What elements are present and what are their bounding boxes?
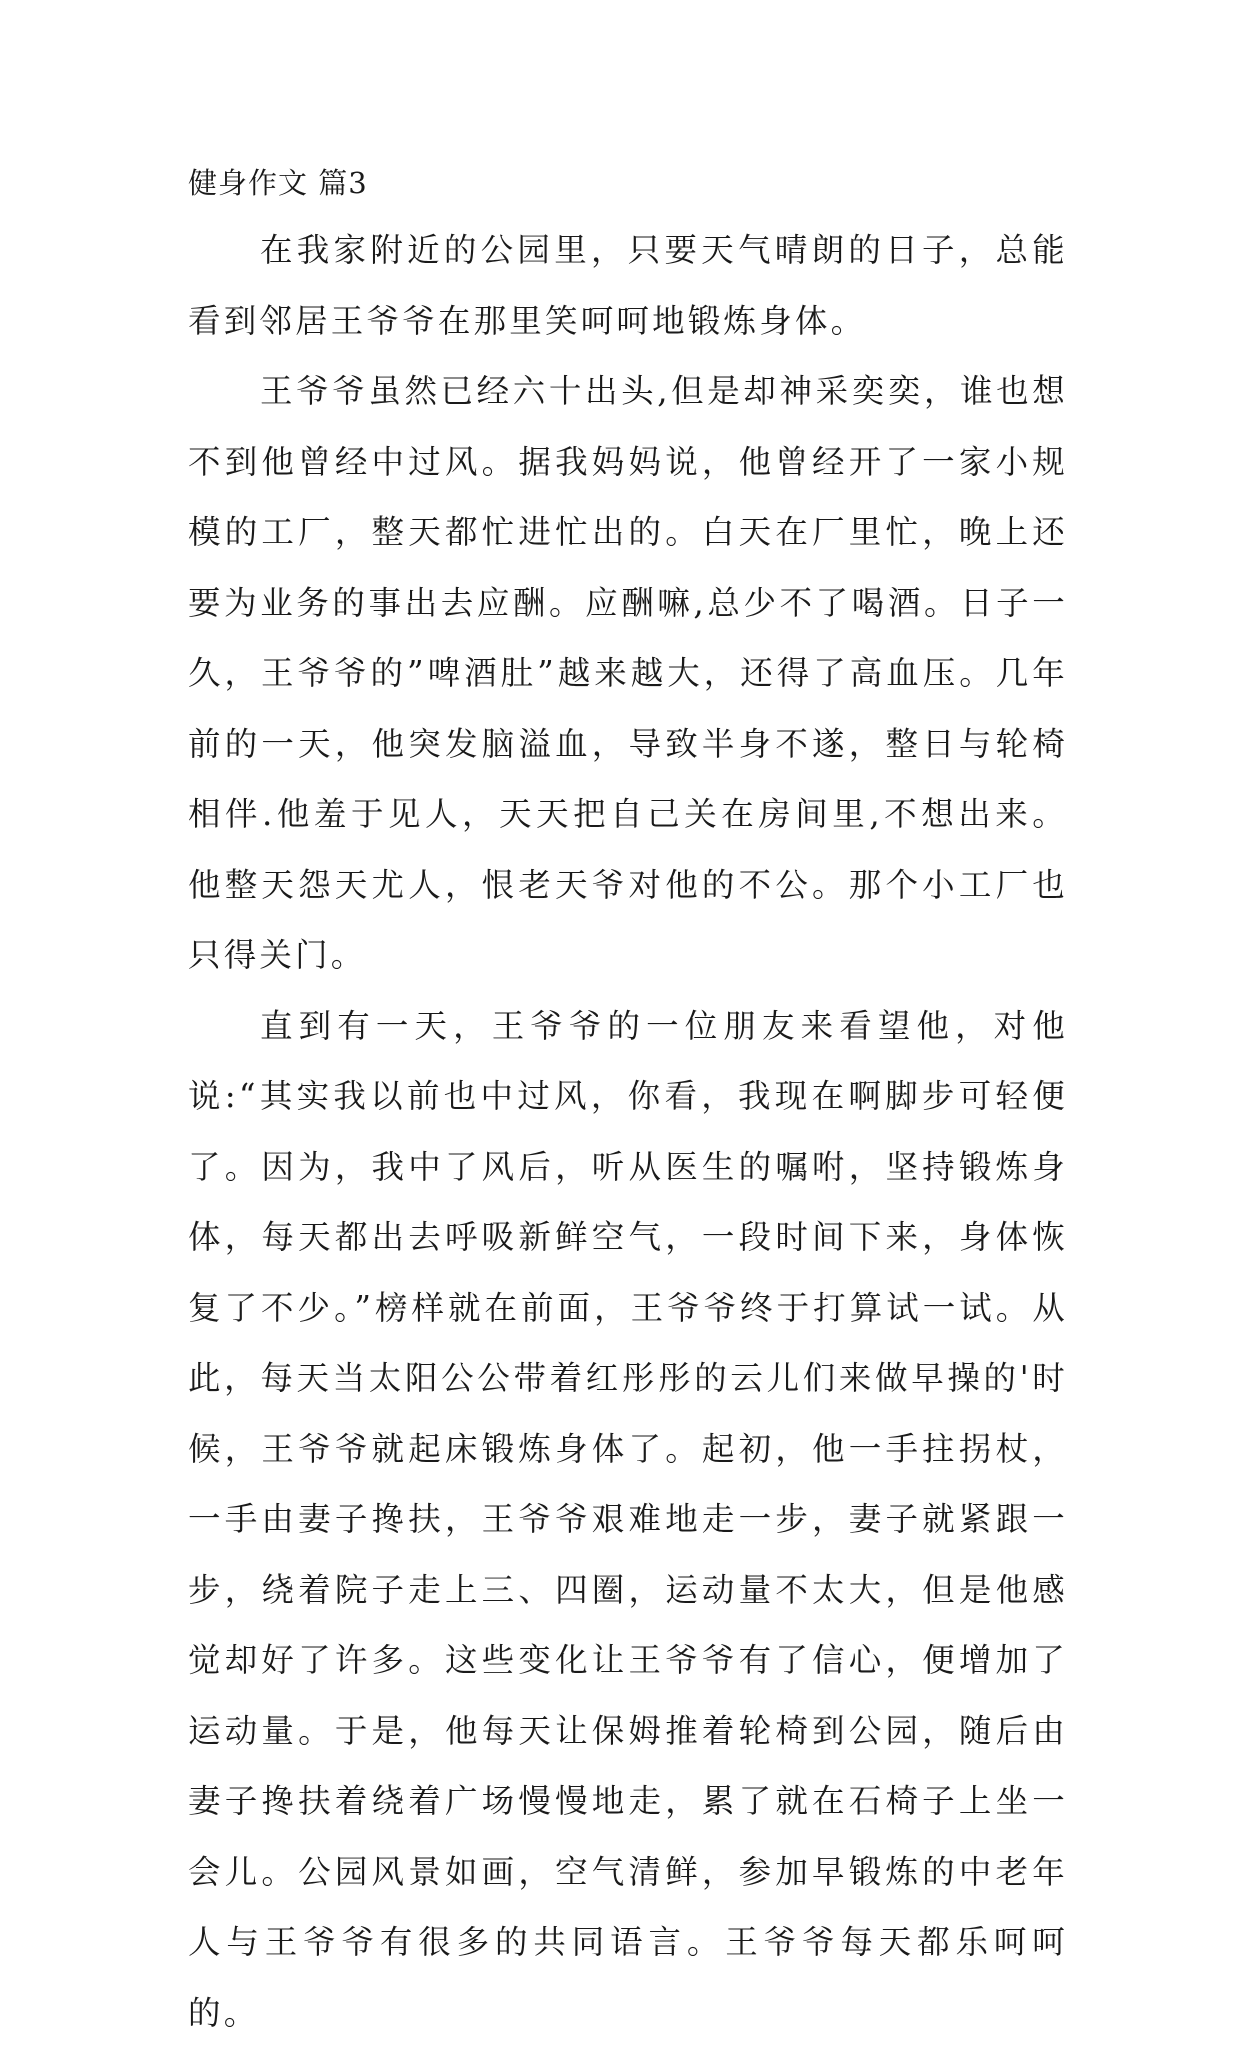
document-body (188, 165, 1068, 2048)
document-title: 健身作文 篇3 (188, 165, 1068, 202)
paragraph-3: 直到有一天，王爷爷的一位朋友来看望他，对他说:“其实我以前也中过风，你看，我现在啊脚步可轻便了。因为，我中了风后，听从医生的嘱咐，坚持锻炼身体，每天都出去呼吸新鲜空气，一段时间下来，身体恢复了不少。”榜样就在前面，王爷爷终于打算试一试。从此，每天当太阳公公带着红彤彤的云儿们来做早操的'时候，王爷爷就起床锻炼身体了。起初，他一手拄拐杖，一手由妻子搀扶，王爷爷艰难地走一步，妻子就紧跟一步，绕着院子走上三、四圈，运动量不太大，但是他感觉却好了许多。这些变化让王爷爷有了信心，便增加了运动量。于是，他每天让保姆推着轮椅到公园，随后由妻子搀扶着绕着广场慢慢地走，累了就在石椅子上坐一会儿。公园风景如画，空气清鲜，参加早锻炼的中老年人与王爷爷有很多的共同语言。王爷爷每天都乐呵呵的。 (188, 991, 1068, 2048)
paragraph-1: 在我家附近的公园里，只要天气晴朗的日子，总能看到邻居王爷爷在那里笑呵呵地锻炼身体。 (188, 215, 1068, 356)
paragraph-2: 王爷爷虽然已经六十出头,但是却神采奕奕，谁也想不到他曾经中过风。据我妈妈说，他曾经开了一家小规模的工厂，整天都忙进忙出的。白天在厂里忙，晚上还要为业务的事出去应酬。应酬嘛,总少不了喝酒。日子一久，王爷爷的”啤酒肚”越来越大，还得了高血压。几年前的一天，他突发脑溢血，导致半身不遂，整日与轮椅相伴.他羞于见人，天天把自己关在房间里,不想出来。他整天怨天尤人，恨老天爷对他的不公。那个小工厂也只得关门。 (188, 356, 1068, 991)
